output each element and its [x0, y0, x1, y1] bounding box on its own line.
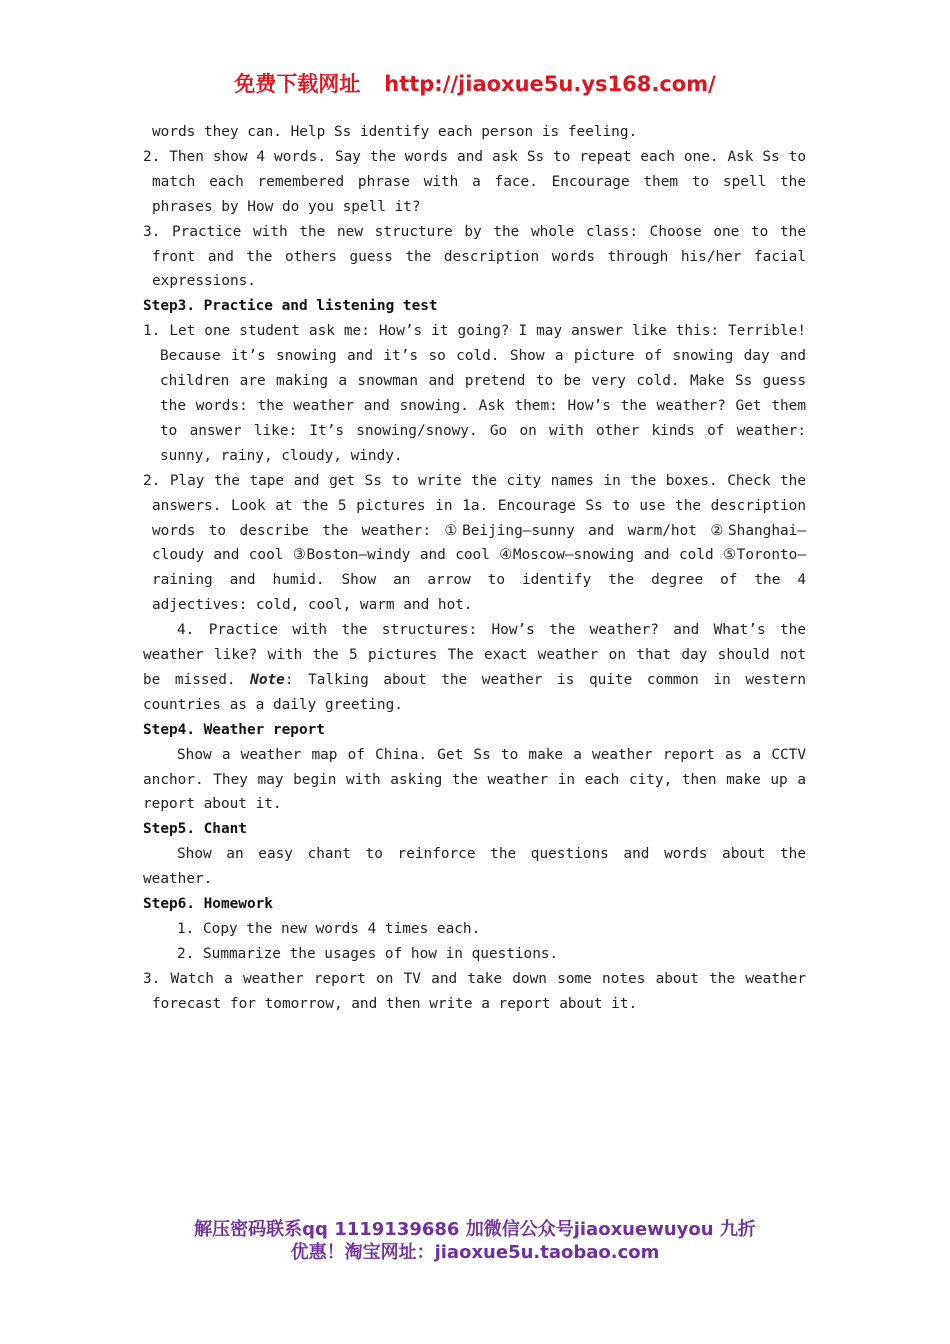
step3-item-2: 2. Play the tape and get Ss to write the city names in the boxes. Check the answers. Look at the 5 pictures in 1a. Encourage Ss to use the description words to describe the weather: ①Beijing—sunny and warm/hot ②Shanghai—cloudy and cool ③Boston—windy and cool ④Moscow—snowing and cold ⑤Toronto—raining and humid. Show an arrow to identify the degree of the 4 adjectives: cold, cool, warm and hot.: [143, 472, 806, 614]
step4-paragraph: Show a weather map of China. Get Ss to make a weather report as a CCTV anchor. They may begin with asking the weather in each city, then make up a report about it.: [143, 746, 806, 813]
page-header: [0, 68, 950, 98]
note-label: Note: [250, 671, 285, 688]
homework-item-1: 1. Copy the new words 4 times each.: [177, 921, 481, 937]
list-item-2: 2. Then show 4 words. Say the words and ask Ss to repeat each one. Ask Ss to match each remembered phrase with a face. Encourage them to spell the phrases by How do you spell it?: [143, 148, 806, 215]
step3-heading: Step3. Practice and listening test: [143, 298, 438, 315]
step3-item-4: [143, 618, 806, 718]
step3-item-1: 1. Let one student ask me: How’s it going? I may answer like this: Terrible! Because it’s snowing and it’s so cold. Show a picture of snowing day and children are making a snowman and pretend to be very cold. Make Ss guess the words: the weather and snowing. Ask them: How’s the weather? Get them to answer like: It’s snowing/snowy. Go on with other kinds of weather: sunny, rainy, cloudy, windy.: [143, 323, 806, 464]
step5-paragraph: Show an easy chant to reinforce the questions and words about the weather.: [143, 846, 806, 888]
footer-line-2: 优惠！淘宝网址：jiaoxue5u.taobao.com: [290, 1242, 660, 1263]
footer-line-1: 解压密码联系qq 1119139686 加微信公众号jiaoxuewuyou 九折: [194, 1219, 756, 1240]
page-footer: [0, 1218, 950, 1264]
note-text: : Talking about the weather is quite common in western countries as a daily greeting.: [143, 671, 807, 713]
homework-item-3: 3. Watch a weather report on TV and take down some notes about the weather forecast for tomorrow, and then write a report about it.: [143, 970, 806, 1012]
step4-heading: Step4. Weather report: [143, 721, 325, 738]
document-body: [143, 120, 806, 1017]
header-label: 免费下载网址: [234, 72, 361, 96]
step3-item-4-text: 4. Practice with the structures: How’s the weather? and What’s the weather like? with the 5 pictures The exact weather on that day should not be missed.: [143, 622, 806, 688]
list-item-3: 3. Practice with the new structure by the whole class: Choose one to the front and the others guess the description words through his/her facial expressions.: [143, 223, 806, 290]
step5-heading: Step5. Chant: [143, 821, 247, 838]
header-url-link[interactable]: http://jiaoxue5u.ys168.com/: [384, 72, 716, 96]
paragraph-continued: words they can. Help Ss identify each person is feeling.: [152, 124, 638, 140]
homework-item-2: 2. Summarize the usages of how in questions.: [177, 945, 559, 962]
step6-heading: Step6. Homework: [143, 896, 273, 913]
